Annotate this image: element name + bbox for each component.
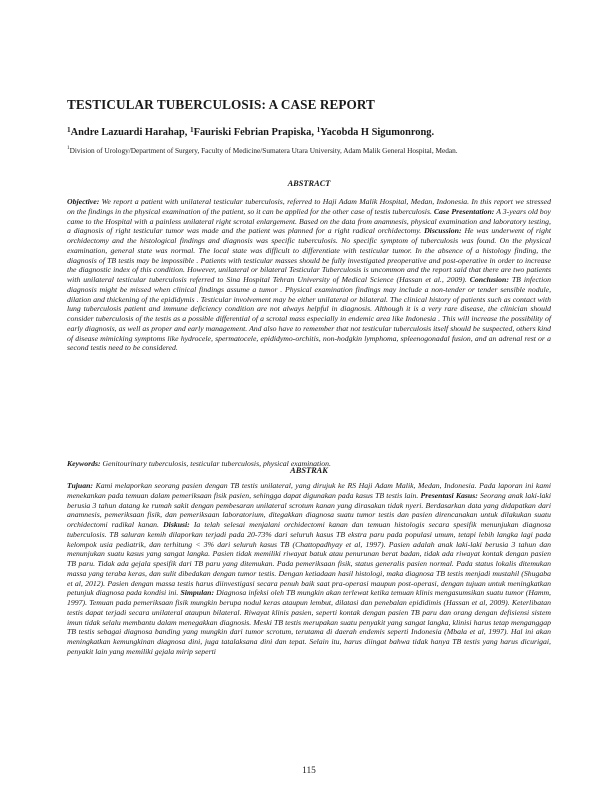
page-number: 115 xyxy=(302,766,316,776)
abstract-indonesian xyxy=(67,481,551,657)
author-affil-mark: 1 xyxy=(189,126,194,134)
diskusi-label: Diskusi: xyxy=(163,520,190,529)
author-list xyxy=(67,127,434,138)
presentasi-kasus-label: Presentasi Kasus: xyxy=(420,490,478,500)
keywords-text: Genitourinary tuberculosis, testicular tuberculosis, physical examination. xyxy=(100,459,331,468)
case-presentation-label: Case Presentation: xyxy=(433,206,495,216)
simpulan-label: Simpulan: xyxy=(180,588,215,598)
keywords-label: Keywords: xyxy=(67,459,101,468)
author-affil-mark: 1 xyxy=(316,126,321,134)
abstrak-heading: ABSTRAK xyxy=(290,466,328,475)
affiliation-mark: 1 xyxy=(67,145,70,151)
abstract-heading: ABSTRACT xyxy=(287,179,331,188)
author-prapiska: Fauriski Febrian Prapiska, xyxy=(193,127,317,138)
conclusion-label: Conclusion: xyxy=(469,275,509,284)
affiliation xyxy=(67,146,458,155)
affiliation-text: Division of Urology/Department of Surgery, Faculty of Medicine/Sumatera Utara University, Adam Malik General Hospital, Medan. xyxy=(69,146,458,155)
tujuan-text: Kami melaporkan seorang pasien dengan TB testis unilateral, yang dirujuk ke RS Haji Adam Malik, Medan, Indonesia. Pada laporan ini kami menekankan pada temuan dalam pemeriksaan fisik pasien, sehingga dapat digunakan pada kasus TB testis lain. xyxy=(67,481,551,500)
author-affil-mark: 1 xyxy=(67,126,71,134)
tujuan-label: Tujuan: xyxy=(67,481,93,490)
objective-text: We report a patient with unilateral testicular tuberculosis, referred to Haji Adam Malik Hospital, Medan, Indonesia. In this report we stressed on the findings in the physical examination of the patient, so it can be applied for the other case of testis tuberculosis. xyxy=(67,197,551,216)
author-harahap: Andre Lazuardi Harahap, xyxy=(70,127,190,138)
conclusion-text: TB infection diagnosis might be missed when clinical findings assume a tumor . Physical examination findings may include a non-tender or tender sensible nodule, dilation and thickening of the epididymis . Testicular involvement may be either unilateral or bilateral. The clinical history of patients such as contact with lung tuberculosis patient and immune deficiency condition are not always helpful in diagnosis. Although it is a very rare disease, the clinician should consider tuberculosis of the testis as a possible differential of a scrotal mass especially in endemic area like Indonesia . This will increase the possibility of early diagnosis, as well as proper and early management. And also have to remember that not testicular tuberculosis itself should be suspected, others kind of disease mimicking symptoms like hydrocele, spermatocele, epididymo-orchitis, non-hodgkin lymphoma, spleenogonadal fusion, and an adrenal rest or a second testis need to be considered. xyxy=(67,275,551,353)
simpulan-text: Diagnosa infeksi oleh TB mungkin akan terlewat ketika temuan klinis mengasumsikan suatu tumor (Hamm, 1997). Temuan pada pemeriksaan fisik mungkin berupa nodul keras ataupun lembut, dilatasi dan penebalan epididimis (Hassan et al, 2009). Keterlibatan testis dapat terjadi secara unilateral ataupun bilateral. Riwayat klinis pasien, seperti kontak dengan pasien TB paru dan orang dengan defisiensi sistem imun tidak selalu membantu dalam menegakkan diagnosis. Meski TB testis merupakan suatu penyakit yang sangat langka, klinisi harus tetap menganggap TB testis sebagai diagnosa banding yang mungkin dari tumor scrotum, terutama di daerah endemis seperti Indonesia (Mbala et al, 1997). Hal ini akan meningkatkan kemungkinan diagnosa dini, juga tatalaksana dini dan tepat. Selain itu, harus diingat bahwa tidak hanya TB testis yang harus dicurigai, penyakit lain yang memiliki gejala mirip seperti xyxy=(67,588,551,656)
author-sigumonrong: Yacobda H Sigumonrong. xyxy=(320,127,435,138)
diskusi-text: Ia telah selesai menjalani orchidectomi kanan dan temuan histologis secara spesifik menunjukan diagnosa tuberculosis. TB saluran kemih dilaporkan terjadi pada 20-73% dari seluruh kasus TB ekstra paru pada populasi umum, tetapi lebih langka lagi pada kelompok usia pediatrik, dan terhitung < 3% dari seluruh kasus TB (Chattopadhyay et al, 1997). Pasien adalah anak laki-laki berusia 3 tahun dan menunjukan suatu kasus yang sangat langka. Pasien tidak memiliki riwayat batuk atau penurunan berat badan, tidak ada riwayat kontak dengan pasien TB paru. Tidak ada gejala spesifik dari TB paru yang ditemukan. Pada pemeriksaan fisik, status generalis pasien normal. Pada status lokalis ditemukan massa yang teraba keras, dan sulit dibedakan dengan tumor testis. Dengan ketiadaan hasil histologi, maka diagnosa TB testis menjadi mustahil (Shugaba et al, 2012). Pasien dengan massa testis harus diinvestigasi secara penuh baik saat pra-operasi maupun post-operasi, dengan tujuan untuk meningkatkan petunjuk diagnosa pada kondisi ini. xyxy=(67,520,551,598)
discussion-text: He was underwent of right orchidectomy and the histological findings and diagnosis was specific tuberculosis. No specific symptom of tuberculosis was found. On the physical examination, general state was normal. The local state was difficult to differentiate with testicular tumor. In the absence of a histology finding, the diagnosis of TB testis may be impossible . Patients with testicular masses should be fully investigated preoperative and post-operative in order to increase the diagnostic index of this condition. However, unilateral or bilateral Testicular Tuberculosis is uncommon and the report said that there are two patients with unilateral testicular tuberculosis referred to Sina Hospital Tehran University of Medical Science (Hassan et al., 2009). xyxy=(67,226,551,284)
case-presentation-text: A 3-years old boy came to the Hospital with a painless unilateral right scrotal enlargement. Based on the data from anamnesis, physical examination and laboratory testing, a diagnosis of right testicular tumor was made and the patient was planned for a right radical orchidectomy. xyxy=(67,206,551,236)
objective-label: Objective: xyxy=(67,197,100,206)
discussion-label: Discussion: xyxy=(424,226,462,236)
paper-title: TESTICULAR TUBERCULOSIS: A CASE REPORT xyxy=(67,97,375,112)
presentasi-kasus-text: Seorang anak laki-laki berusia 3 tahun datang ke rumah sakit dengan pembesaran unilateral scrotum kanan yang dirasakan tidak nyeri. Berdasarkan data yang didapatkan dari anamnesis, pemeriksaan fisik, dan pemeriksaan laboratorium, ditegakkan diagnosa suatu tumor testis dan pasien direncanakan untuk dilakukan suatu orchidectomi radikal kanan. xyxy=(67,490,551,529)
abstract-english xyxy=(67,197,551,353)
paper-page xyxy=(67,0,551,810)
